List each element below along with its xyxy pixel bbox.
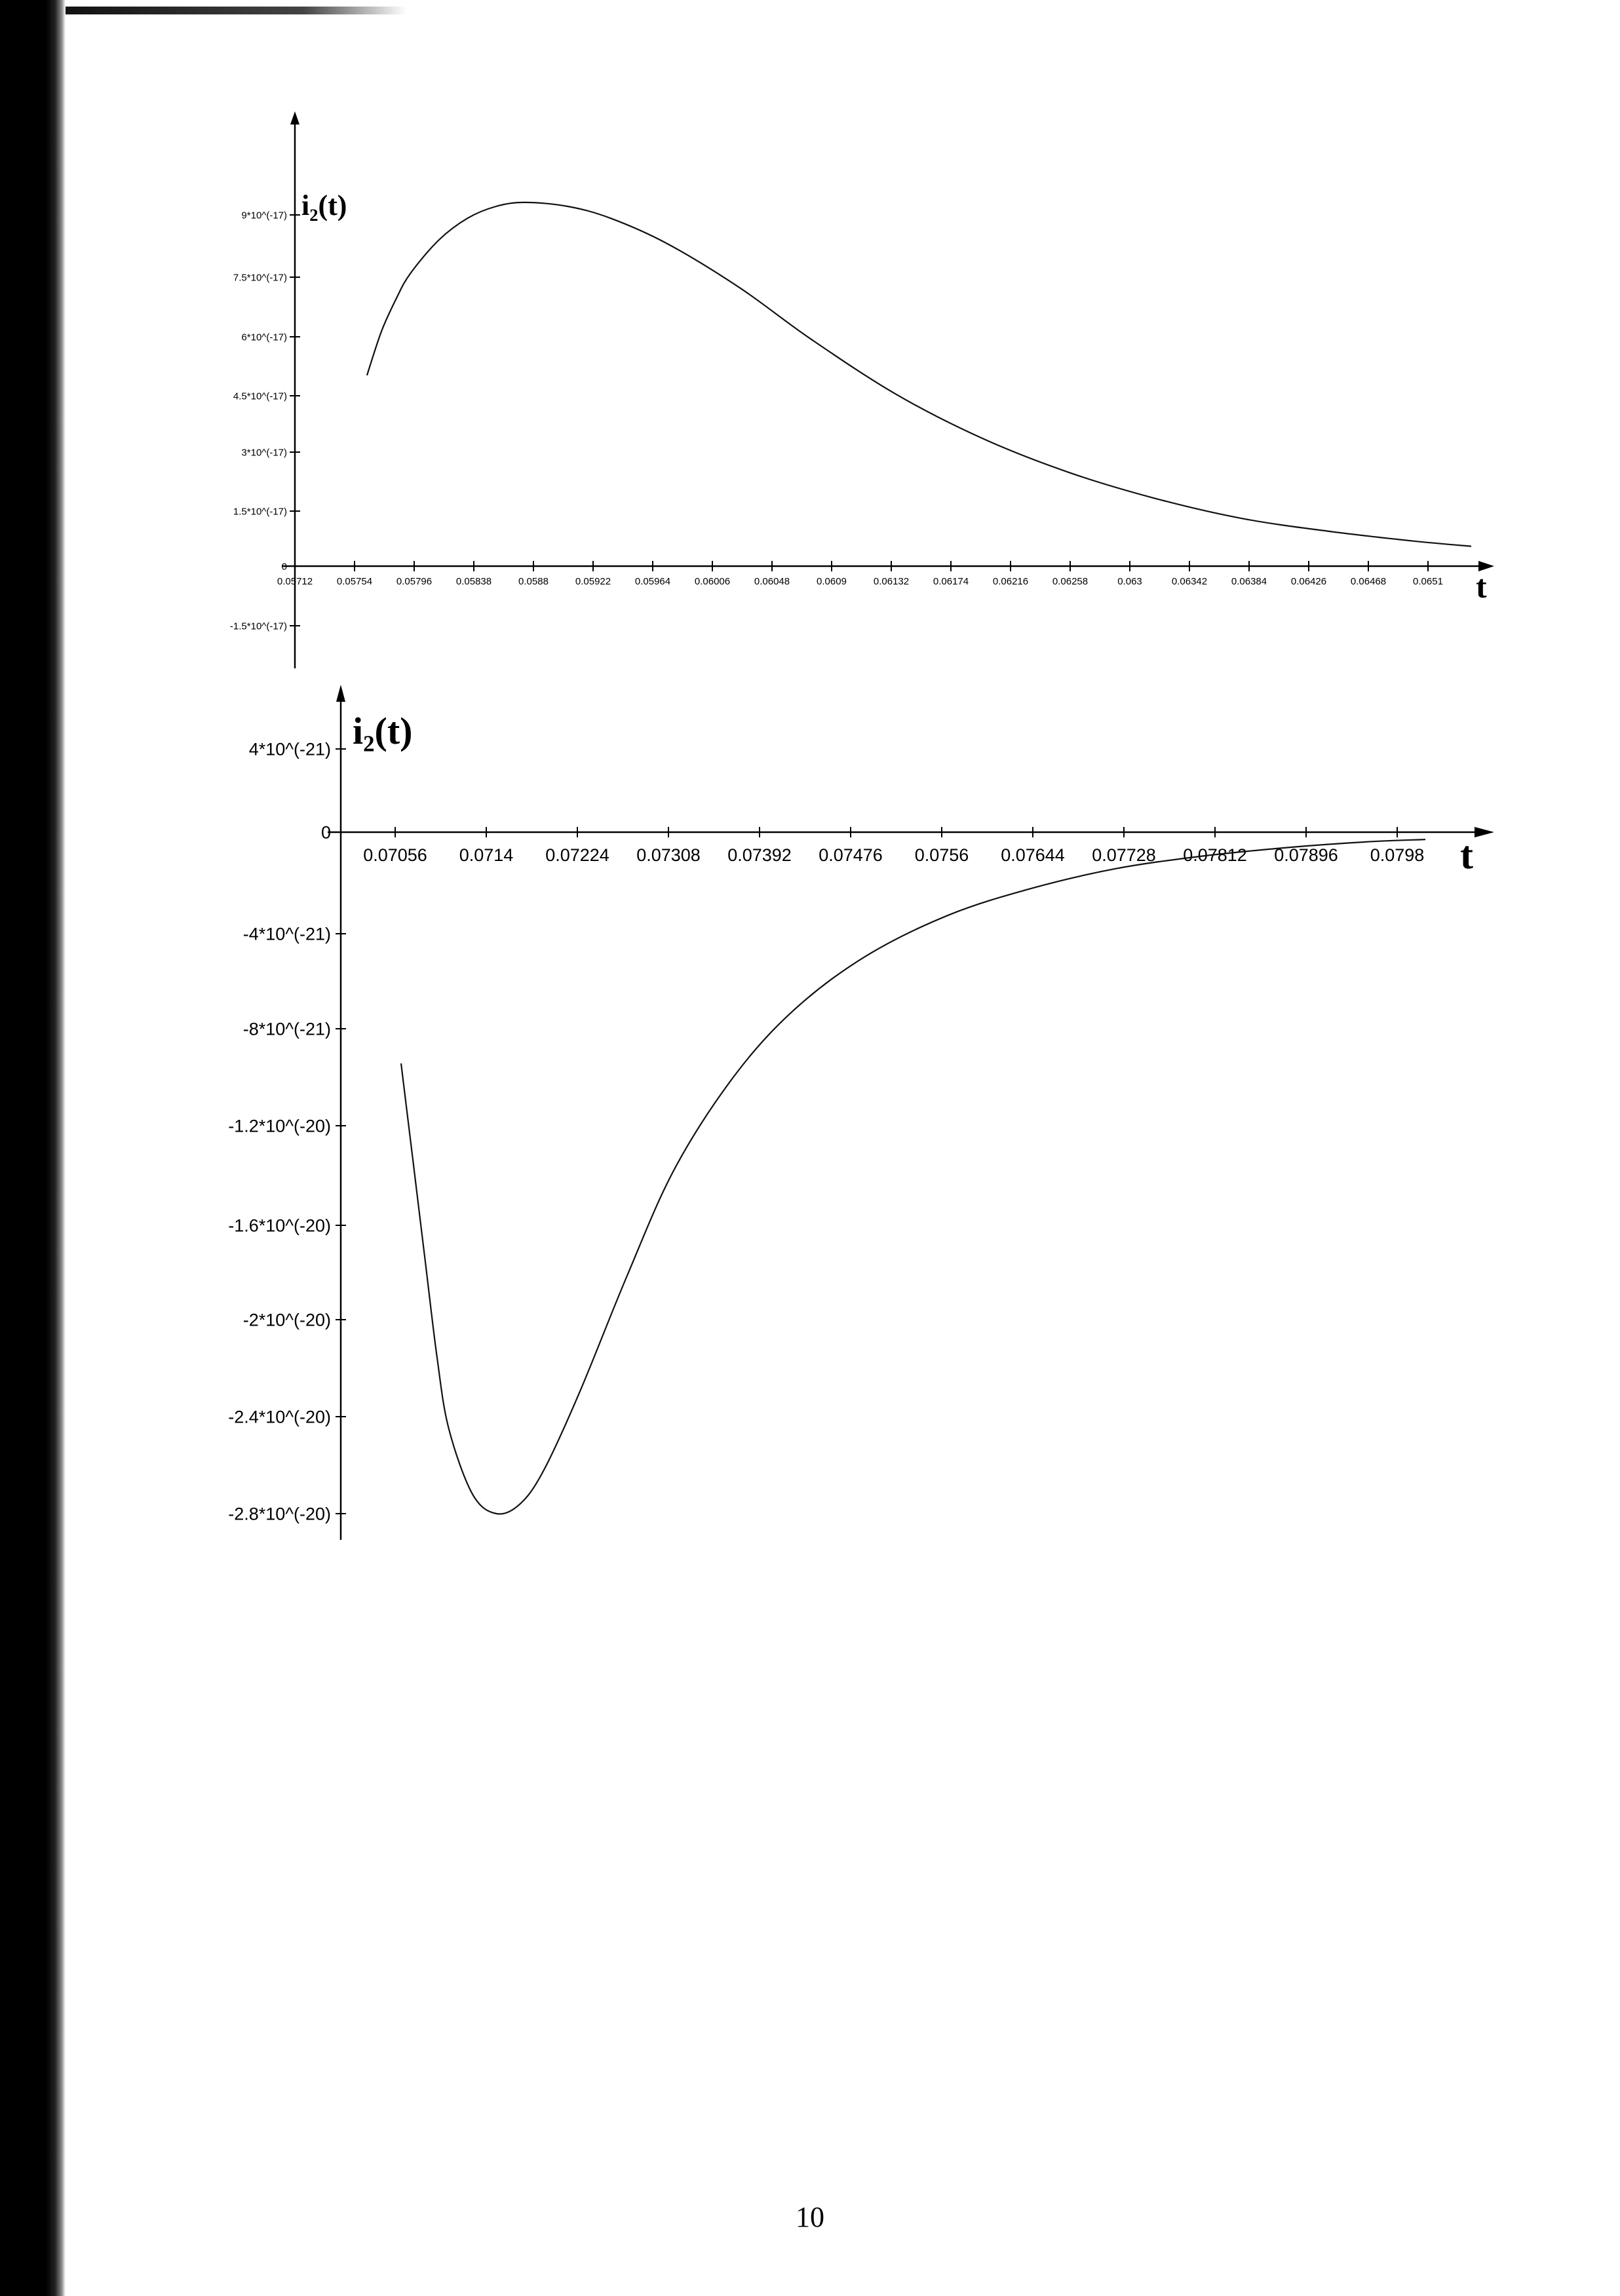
chart2-y-tick-label: -1.6*10^(-20) [228, 1215, 331, 1236]
chart1-y-tick-label: 0 [281, 561, 287, 573]
chart1-x-tick-label: 0.05796 [396, 576, 433, 587]
chart2-x-axis-title: t [1460, 833, 1473, 877]
chart2-x-tick-label: 0.07476 [819, 845, 883, 865]
chart1-x-tick-label: 0.05754 [336, 576, 373, 587]
chart1-x-tick-label: 0.06006 [694, 576, 731, 587]
chart1-x-tick-label: 0.0609 [817, 576, 847, 587]
chart1-x-tick-label: 0.06048 [754, 576, 790, 587]
chart1-x-tick-label: 0.06384 [1231, 576, 1267, 587]
chart1-x-tick-label: 0.0651 [1413, 576, 1443, 587]
chart1-y-tick-label: 9*10^(-17) [241, 210, 287, 221]
chart2-y-axis-arrow [336, 685, 345, 702]
page-number: 10 [796, 2201, 824, 2233]
chart2-y-tick-label: -2.4*10^(-20) [228, 1407, 331, 1427]
chart2-y-tick-label: 0 [320, 822, 331, 843]
chart2-y-tick-label: -2*10^(-20) [242, 1310, 331, 1330]
chart2-series-line [401, 839, 1425, 1514]
chart2-y-tick-label: -1.2*10^(-20) [228, 1116, 331, 1136]
chart2-x-tick-label: 0.07308 [636, 845, 701, 865]
chart1-series-line [367, 202, 1471, 546]
chart2-y-tick-label: 4*10^(-21) [248, 739, 331, 759]
chart1-y-tick-label: 4.5*10^(-17) [233, 391, 287, 402]
chart1-x-tick-label: 0.06132 [873, 576, 910, 587]
chart2-y-tick-label: -2.8*10^(-20) [228, 1504, 331, 1524]
chart2-x-tick-label: 0.07896 [1274, 845, 1338, 865]
chart1-x-tick-label: 0.06342 [1171, 576, 1208, 587]
chart1-y-tick-label: -1.5*10^(-17) [229, 621, 287, 632]
chart2-x-tick-label: 0.07728 [1092, 845, 1156, 865]
chart1-x-tick-label: 0.05964 [634, 576, 671, 587]
chart1-y-tick-label: 1.5*10^(-17) [233, 506, 287, 518]
chart1-y-axis-title: $i_2(t)$ [301, 189, 347, 225]
chart2-x-tick-label: 0.0714 [459, 845, 514, 865]
chart1-y-axis-arrow [290, 111, 299, 124]
chart1-x-axis-title: t [1476, 568, 1487, 605]
chart2-x-tick-label: 0.0756 [914, 845, 969, 865]
chart1-x-tick-label: 0.0588 [518, 576, 549, 587]
chart2-x-tick-label: 0.07644 [1001, 845, 1065, 865]
chart2-x-tick-label: 0.07812 [1183, 845, 1247, 865]
chart2-x-tick-label: 0.0798 [1370, 845, 1425, 865]
chart1-y-tick-label: 7.5*10^(-17) [233, 272, 287, 284]
chart1-x-tick-label: 0.05922 [575, 576, 611, 587]
chart2-x-tick-label: 0.07224 [545, 845, 609, 865]
chart1-x-tick-label: 0.06174 [933, 576, 969, 587]
chart1-x-tick-label: 0.05838 [455, 576, 492, 587]
chart1-x-tick-label: 0.05712 [277, 576, 313, 587]
chart2-x-tick-label: 0.07392 [727, 845, 792, 865]
chart1-x-tick-label: 0.06468 [1350, 576, 1387, 587]
chart1-x-tick-label: 0.06216 [992, 576, 1029, 587]
chart1-x-tick-label: 0.06258 [1052, 576, 1089, 587]
chart2-x-axis-arrow [1475, 827, 1494, 837]
chart1-y-tick-label: 6*10^(-17) [241, 332, 287, 343]
chart2-x-tick-label: 0.07056 [363, 845, 427, 865]
chart2-y-axis-title: $i_2(t)$ [353, 710, 413, 757]
chart2-y-tick-label: -4*10^(-21) [242, 924, 331, 944]
chart1-x-tick-label: 0.063 [1117, 576, 1142, 587]
chart1-y-tick-label: 3*10^(-17) [241, 447, 287, 459]
chart1-x-tick-label: 0.06426 [1290, 576, 1327, 587]
chart2-y-tick-label: -8*10^(-21) [242, 1019, 331, 1039]
